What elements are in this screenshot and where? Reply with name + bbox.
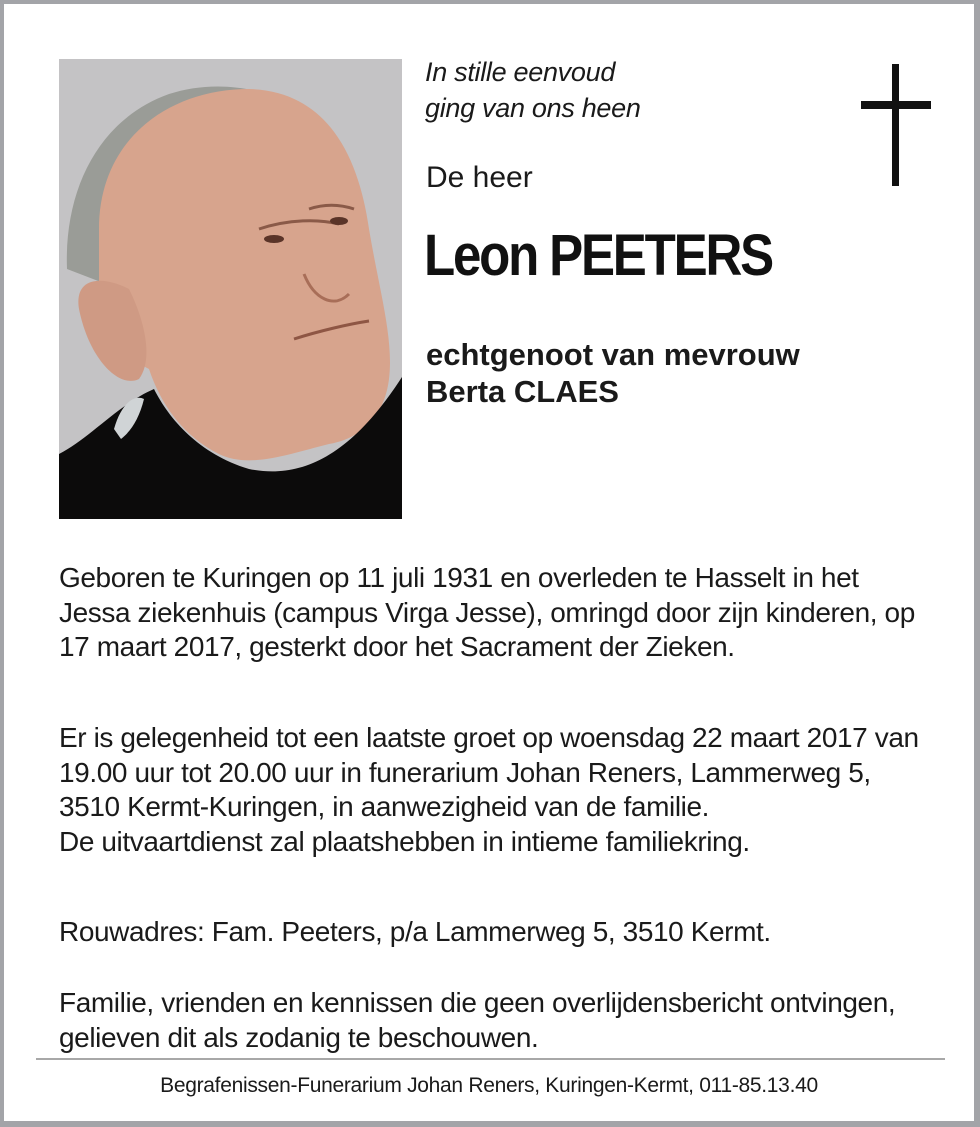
cross-icon-vertical	[892, 64, 899, 186]
funeral-service-text: De uitvaartdienst zal plaatshebben in intieme familiekring.	[59, 825, 750, 857]
intro-line-2: ging van ons heen	[425, 93, 641, 123]
intro-line-1: In stille eenvoud	[425, 57, 616, 87]
mourning-address-paragraph	[59, 915, 929, 950]
funeral-home-footer: Begrafenissen-Funerarium Johan Reners, Kuringen-Kermt, 011-85.13.40	[160, 1074, 818, 1097]
spouse-line-2: Berta CLAES	[426, 374, 619, 409]
deceased-name: Leon PEETERS	[424, 223, 772, 288]
portrait-photo	[59, 59, 402, 519]
farewell-paragraph	[59, 721, 929, 859]
intro-text	[425, 54, 641, 126]
birth-death-text: Geboren te Kuringen op 11 juli 1931 en overleden te Hasselt in het Jessa ziekenhuis (campus Virga Jesse), omringd door zijn kinderen, op 17 maart 2017, gesterkt door het Sacrament der Zieken.	[59, 562, 915, 662]
farewell-text: Er is gelegenheid tot een laatste groet op woensdag 22 maart 2017 van 19.00 uur tot 20.00 uur in funerarium Johan Reners, Lammerweg 5, 3510 Kermt-Kuringen, in aanwezigheid van de familie.	[59, 722, 919, 822]
footer-divider	[36, 1058, 945, 1060]
notification-text: Familie, vrienden en kennissen die geen overlijdensbericht ontvingen, gelieven dit als zodanig te beschouwen.	[59, 987, 896, 1053]
spouse-line-1: echtgenoot van mevrouw	[426, 337, 800, 372]
mourning-address-text: Rouwadres: Fam. Peeters, p/a Lammerweg 5, 3510 Kermt.	[59, 916, 771, 947]
notification-paragraph	[59, 986, 929, 1055]
spouse-info	[426, 336, 800, 410]
birth-death-paragraph	[59, 561, 929, 665]
title-prefix: De heer	[426, 161, 533, 194]
cross-icon-horizontal	[861, 101, 931, 109]
death-notice-card	[4, 4, 974, 1121]
portrait-image	[59, 59, 402, 519]
